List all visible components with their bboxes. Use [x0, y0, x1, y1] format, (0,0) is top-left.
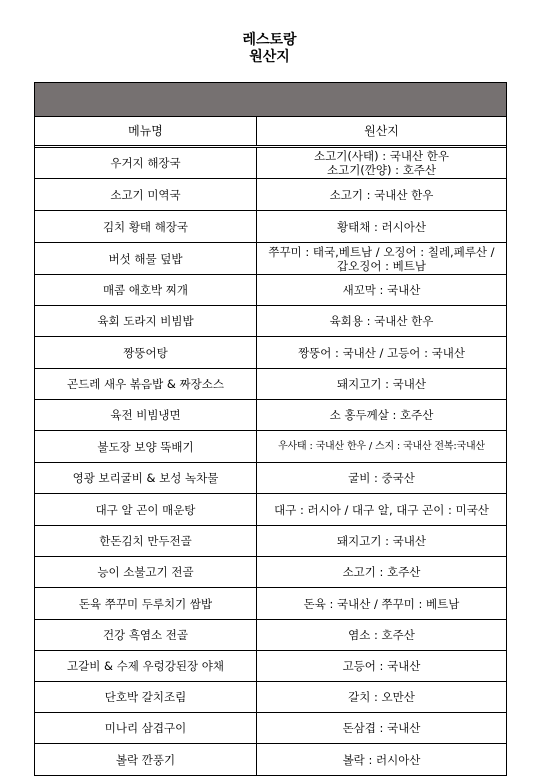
origin-line: 소고기 : 국내산 한우	[329, 187, 434, 202]
menu-name-cell: 소고기 미역국	[35, 179, 257, 210]
table-row	[35, 713, 506, 744]
table-header-row	[35, 117, 506, 148]
table-row	[35, 243, 506, 275]
origin-line: 짱뚱어 : 국내산 / 고등어 : 국내산	[298, 345, 465, 360]
menu-name-cell: 대구 알 곤이 매운탕	[35, 494, 257, 525]
origin-cell	[257, 243, 506, 274]
menu-name-cell: 육회 도라지 비빔밥	[35, 306, 257, 336]
menu-name-cell: 영광 보리굴비 & 보성 녹차물	[35, 463, 257, 493]
table-body	[35, 148, 506, 775]
table-row	[35, 557, 506, 588]
header-menu: 메뉴명	[35, 117, 257, 145]
table-row	[35, 588, 506, 620]
origin-cell	[257, 651, 506, 681]
origin-line: 쭈꾸미 : 태국,베트남 / 오징어 : 칠레,페루산 /	[268, 244, 495, 259]
menu-name-cell: 능이 소불고기 전골	[35, 557, 257, 587]
origin-line: 육회용 : 국내산 한우	[329, 314, 434, 328]
menu-name-cell: 미나리 삼겹구이	[35, 713, 257, 743]
table-row	[35, 682, 506, 713]
table-row	[35, 337, 506, 369]
table-row	[35, 431, 506, 463]
origin-line: 갑오징어 : 베트남	[337, 258, 426, 273]
table-row	[35, 369, 506, 400]
table-row	[35, 400, 506, 431]
title-line-origin: 원산지	[249, 49, 290, 65]
menu-name-cell: 고갈비 & 수제 우렁강된장 야채	[35, 651, 257, 681]
origin-cell	[257, 211, 506, 242]
origin-cell	[257, 369, 506, 399]
origin-line: 갈치 : 오만산	[348, 690, 415, 704]
header-origin: 원산지	[364, 124, 399, 138]
origin-cell	[257, 744, 506, 775]
origin-cell	[257, 526, 506, 556]
origin-cell	[257, 494, 506, 525]
table-row	[35, 651, 506, 682]
origin-line: 고등어 : 국내산	[342, 659, 421, 673]
table-row	[35, 148, 506, 179]
origin-line: 소고기(사태) : 국내산 한우	[314, 149, 449, 163]
menu-name-cell: 돈육 쭈꾸미 두루치기 쌈밥	[35, 588, 257, 619]
table-row	[35, 620, 506, 651]
menu-name-cell: 불도장 보양 뚝배기	[35, 431, 257, 462]
menu-name-cell: 건강 흑염소 전골	[35, 620, 257, 650]
origin-cell	[257, 620, 506, 650]
origin-cell	[257, 337, 506, 368]
origin-cell	[257, 400, 506, 430]
menu-name-cell: 육전 비빔냉면	[35, 400, 257, 430]
menu-name-cell: 매콤 애호박 찌개	[35, 275, 257, 305]
menu-name-cell: 곤드레 새우 볶음밥 & 짜장소스	[35, 369, 257, 399]
table-top-bar	[35, 83, 506, 117]
origin-line: 돈삼겹 : 국내산	[342, 721, 421, 735]
menu-name-cell: 김치 황태 해장국	[35, 211, 257, 242]
origin-cell	[257, 431, 506, 462]
table-row	[35, 306, 506, 337]
table-row	[35, 526, 506, 557]
origin-table	[34, 82, 507, 776]
menu-name-cell: 우거지 해장국	[35, 148, 257, 178]
origin-line: 소고기(깐양) : 호주산	[326, 163, 437, 177]
origin-cell	[257, 557, 506, 587]
origin-line: 소 홍두께살 : 호주산	[329, 408, 434, 422]
origin-line: 우사태 : 국내산 한우 / 스지 : 국내산 전복:국내산	[278, 440, 485, 452]
table-row	[35, 179, 506, 211]
table-row	[35, 494, 506, 526]
origin-line: 돈육 : 국내산 / 쭈꾸미 : 베트남	[303, 596, 460, 611]
origin-line: 새꼬막 : 국내산	[342, 283, 421, 297]
origin-cell	[257, 713, 506, 743]
origin-cell	[257, 588, 506, 619]
table-row	[35, 275, 506, 306]
menu-name-cell: 짱뚱어탕	[35, 337, 257, 368]
table-row	[35, 463, 506, 494]
origin-cell	[257, 179, 506, 210]
menu-name-cell: 볼락 깐풍기	[35, 744, 257, 775]
title-line-restaurant: 레스토랑	[242, 32, 297, 48]
origin-cell	[257, 463, 506, 493]
origin-cell	[257, 275, 506, 305]
origin-cell	[257, 148, 506, 178]
origin-line: 돼지고기 : 국내산	[337, 377, 426, 391]
origin-line: 염소 : 호주산	[348, 628, 415, 642]
origin-line: 소고기 : 호주산	[342, 565, 421, 579]
origin-line: 볼락 : 러시아산	[342, 752, 421, 767]
origin-line: 황태채 : 러시아산	[337, 219, 426, 234]
table-row	[35, 211, 506, 243]
origin-line: 굴비 : 중국산	[348, 471, 415, 485]
page-title	[0, 32, 539, 66]
menu-name-cell: 단호박 갈치조림	[35, 682, 257, 712]
origin-line: 돼지고기 : 국내산	[337, 534, 426, 548]
origin-cell	[257, 306, 506, 336]
table-row	[35, 744, 506, 775]
menu-name-cell: 버섯 해물 덮밥	[35, 243, 257, 274]
menu-name-cell: 한돈김치 만두전골	[35, 526, 257, 556]
origin-cell	[257, 682, 506, 712]
origin-line: 대구 : 러시아 / 대구 알, 대구 곤이 : 미국산	[274, 502, 489, 517]
